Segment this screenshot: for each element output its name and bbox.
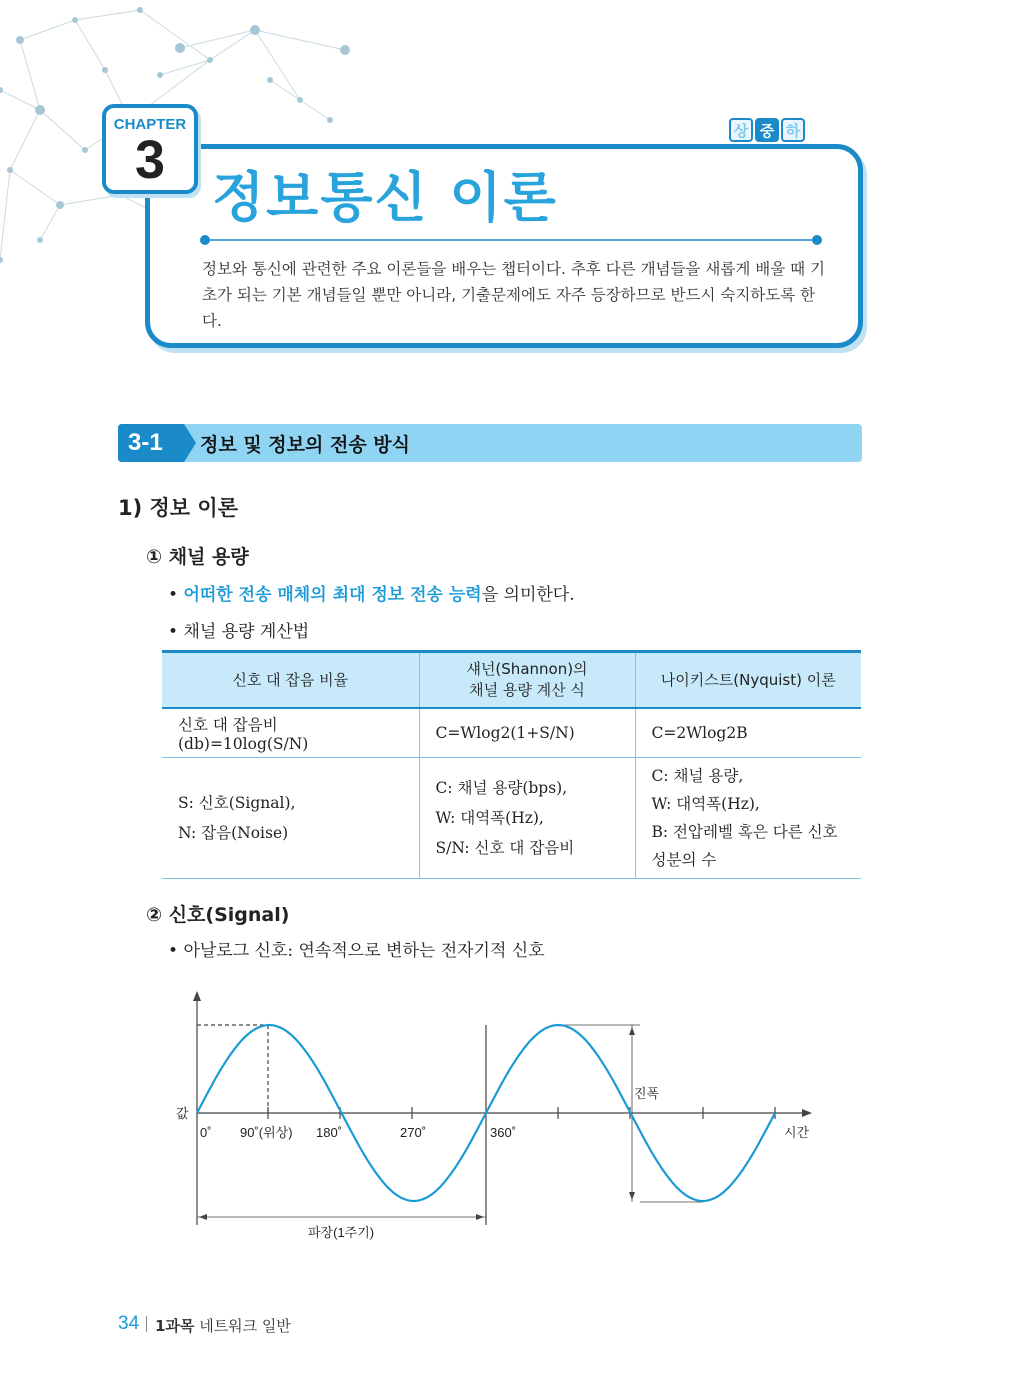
heading-info-theory: 1) 정보 이론 bbox=[118, 496, 238, 520]
x-label: 시간 bbox=[784, 1125, 810, 1140]
tick-360: 360˚ bbox=[490, 1125, 517, 1140]
subheading-signal: ② 신호(Signal) bbox=[146, 904, 290, 926]
header-shannon-line2: 채널 용량 계산 식 bbox=[469, 681, 585, 699]
level-low: 하 bbox=[781, 118, 805, 142]
header-shannon-line1: 섀넌(Shannon)의 bbox=[466, 660, 588, 678]
chapter-number: 3 bbox=[134, 130, 166, 190]
bullet-capacity-def: • 어떠한 전송 매체의 최대 정보 전송 능력을 의미한다. bbox=[168, 585, 575, 605]
sine-wave-diagram bbox=[170, 985, 830, 1245]
y-axis-arrow bbox=[193, 991, 201, 1001]
amplitude-label: 진폭 bbox=[634, 1086, 660, 1101]
chapter-label: CHAPTER bbox=[113, 116, 187, 133]
tick-270: 270˚ bbox=[400, 1125, 427, 1140]
y-label: 값 bbox=[176, 1106, 189, 1121]
bullet-capacity-calc: • 채널 용량 계산법 bbox=[168, 622, 310, 642]
x-axis-arrow bbox=[802, 1109, 812, 1117]
chapter-description: 정보와 통신에 관련한 주요 이론들을 배우는 챕터이다. 추후 다른 개념들을 새롭게 배울 때 기초가 되는 기본 개념들일 뿐만 아니라, 기출문제에도 자주 등장하므로 반드시 숙지하도록 한다. bbox=[202, 260, 825, 330]
bullet-text: 아날로그 신호: 연속적으로 변하는 전자기적 신호 bbox=[183, 941, 545, 961]
header-shannon bbox=[419, 652, 635, 709]
footer-subject-name: 네트워크 일반 bbox=[199, 1317, 291, 1335]
tick-180: 180˚ bbox=[316, 1125, 343, 1140]
bullet-analog: • 아날로그 신호: 연속적으로 변하는 전자기적 신호 bbox=[168, 941, 545, 961]
section-number: 3-1 bbox=[128, 429, 163, 456]
var-line: 성분의 수 bbox=[651, 851, 717, 869]
tick-0: 0˚ bbox=[200, 1125, 212, 1140]
header-nyquist: 나이키스트(Nyquist) 이론 bbox=[635, 652, 861, 709]
var-line: C: 채널 용량, bbox=[651, 767, 744, 785]
chapter-tab bbox=[102, 104, 198, 194]
header-snr: 신호 대 잡음 비율 bbox=[162, 652, 419, 709]
bullet-rest: 을 의미한다. bbox=[481, 585, 575, 605]
subheading-channel-capacity: ① 채널 용량 bbox=[146, 546, 249, 568]
section-title: 정보 및 정보의 전송 방식 bbox=[200, 434, 410, 456]
title-divider bbox=[198, 233, 824, 247]
cell-shannon-vars bbox=[419, 758, 635, 879]
var-line: B: 전압레벨 혹은 다른 신호 bbox=[651, 823, 838, 841]
footer-subject-bold: 1과목 bbox=[155, 1317, 195, 1335]
chapter-title: 정보통신 이론 bbox=[212, 166, 558, 229]
cell-nyquist-formula: C=2Wlog2B bbox=[635, 708, 861, 758]
cell-snr-vars bbox=[162, 758, 419, 879]
difficulty-levels bbox=[729, 118, 805, 142]
var-line: W: 대역폭(Hz), bbox=[651, 795, 760, 813]
capacity-table bbox=[162, 650, 861, 879]
page-number: 34 bbox=[118, 1313, 140, 1334]
var-line: C: 채널 용량(bps), bbox=[435, 779, 568, 797]
cell-snr-formula: 신호 대 잡음비(db)=10log(S/N) bbox=[162, 708, 419, 758]
tick-90: 90˚(위상) bbox=[240, 1125, 293, 1140]
wavelength-label: 파장(1주기) bbox=[308, 1225, 375, 1240]
cell-nyquist-vars bbox=[635, 758, 861, 879]
bullet-text: 채널 용량 계산법 bbox=[183, 622, 310, 642]
var-line: S: 신호(Signal), bbox=[178, 794, 296, 812]
highlight-text: 어떠한 전송 매체의 최대 정보 전송 능력 bbox=[183, 585, 482, 605]
level-mid: 중 bbox=[755, 118, 779, 142]
var-line: N: 잡음(Noise) bbox=[178, 824, 289, 842]
level-high: 상 bbox=[729, 118, 753, 142]
var-line: W: 대역폭(Hz), bbox=[435, 809, 544, 827]
footer-subject bbox=[155, 1315, 291, 1336]
footer-divider bbox=[146, 1316, 147, 1332]
var-line: S/N: 신호 대 잡음비 bbox=[435, 839, 575, 857]
cell-shannon-formula: C=Wlog2(1+S/N) bbox=[419, 708, 635, 758]
